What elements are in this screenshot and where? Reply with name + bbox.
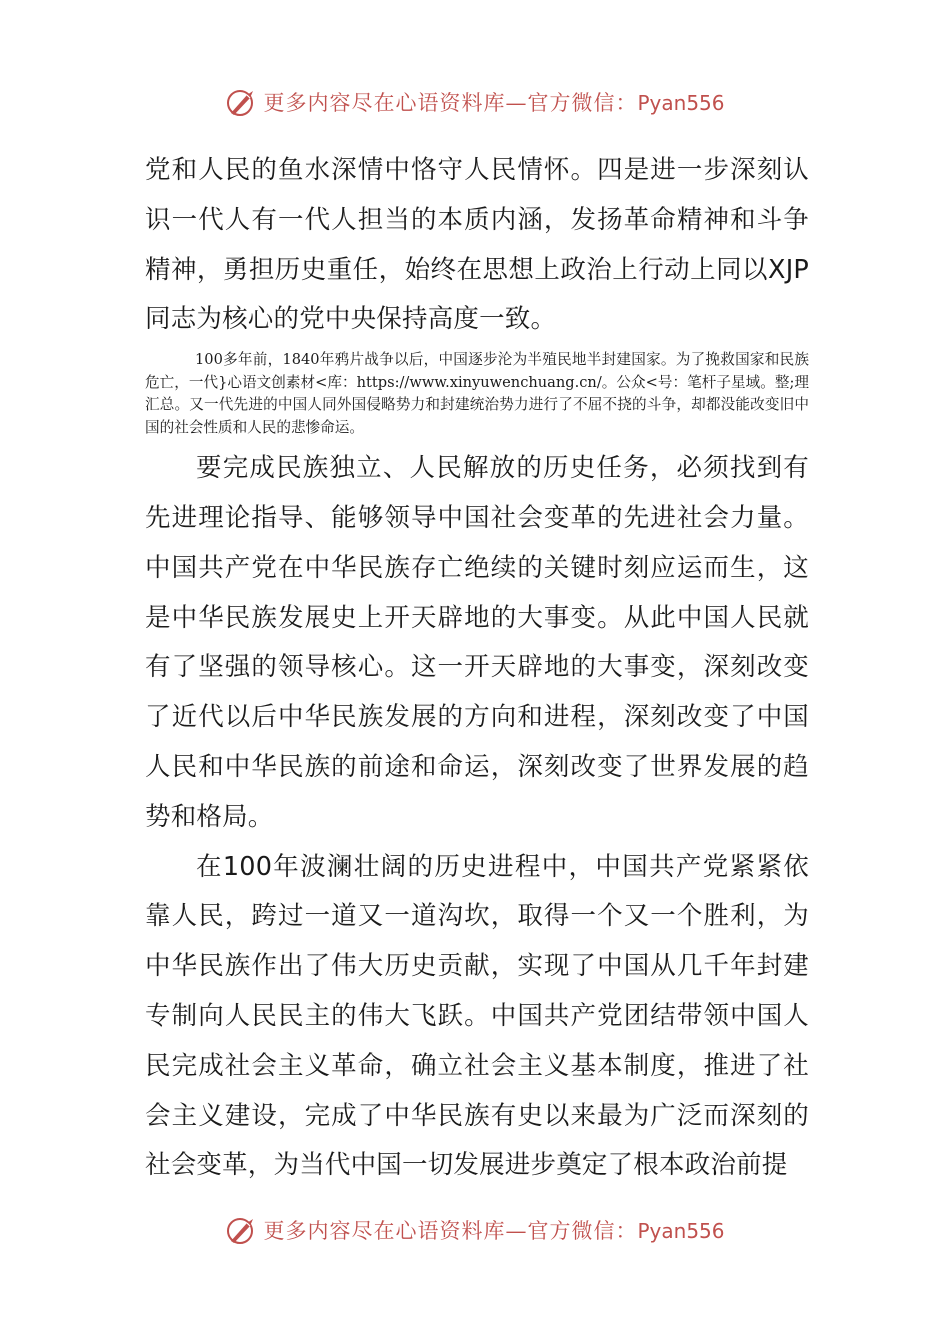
header-wechat-id: Pyan556 xyxy=(637,91,725,115)
header-text xyxy=(263,87,724,117)
paragraph-2-small: 100多年前，1840年鸦片战争以后，中国逐步沦为半殖民地半封建国家。为了挽救国家和民族危亡，一代}心语文创素材<库：https://www.xinyuwenchuang.cn/。公众<号：笔杆子星域。整;理汇总。又一代先进的中国人同外国侵略势力和封建统治势力进行了不屈不挠的斗争，却都没能改变旧中国的社会性质和人民的悲惨命运。 xyxy=(145,351,809,436)
footer-banner xyxy=(0,1210,950,1250)
document-body xyxy=(145,146,809,1191)
paragraph-3: 要完成民族独立、人民解放的历史任务，必须找到有先进理论指导、能够领导中国社会变革的先进社会力量。中国共产党在中华民族存亡绝续的关键时刻应运而生，这是中华民族发展史上开天辟地的大事变。从此中国人民就有了坚强的领导核心。这一开天辟地的大事变，深刻改变了近代以后中华民族发展的方向和进程，深刻改变了中国人民和中华民族的前途和命运，深刻改变了世界发展的趋势和格局。 xyxy=(145,453,809,832)
footer-text xyxy=(263,1215,724,1245)
header-slogan: 更多内容尽在心语资料库—官方微信： xyxy=(263,91,638,115)
paragraph-1: 党和人民的鱼水深情中恪守人民情怀。四是进一步深刻认识一代人有一代人担当的本质内涵，发扬革命精神和斗争精神，勇担历史重任，始终在思想上政治上行动上同以XJP同志为核心的党中央保持高度一致。 xyxy=(145,155,809,335)
header-banner xyxy=(0,82,950,122)
pen-nib-circle-icon xyxy=(225,1213,259,1247)
paragraph-4: 在100年波澜壮阔的历史进程中，中国共产党紧紧依靠人民，跨过一道又一道沟坎，取得一个又一个胜利，为中华民族作出了伟大历史贡献，实现了中国从几千年封建专制向人民民主的伟大飞跃。中国共产党团结带领中国人民完成社会主义革命，确立社会主义基本制度，推进了社会主义建设，完成了中华民族有史以来最为广泛而深刻的社会变革，为当代中国一切发展进步奠定了根本政治前提 xyxy=(145,851,809,1181)
footer-slogan: 更多内容尽在心语资料库—官方微信： xyxy=(263,1219,638,1243)
footer-wechat-id: Pyan556 xyxy=(637,1219,725,1243)
pen-nib-circle-icon xyxy=(225,85,259,119)
